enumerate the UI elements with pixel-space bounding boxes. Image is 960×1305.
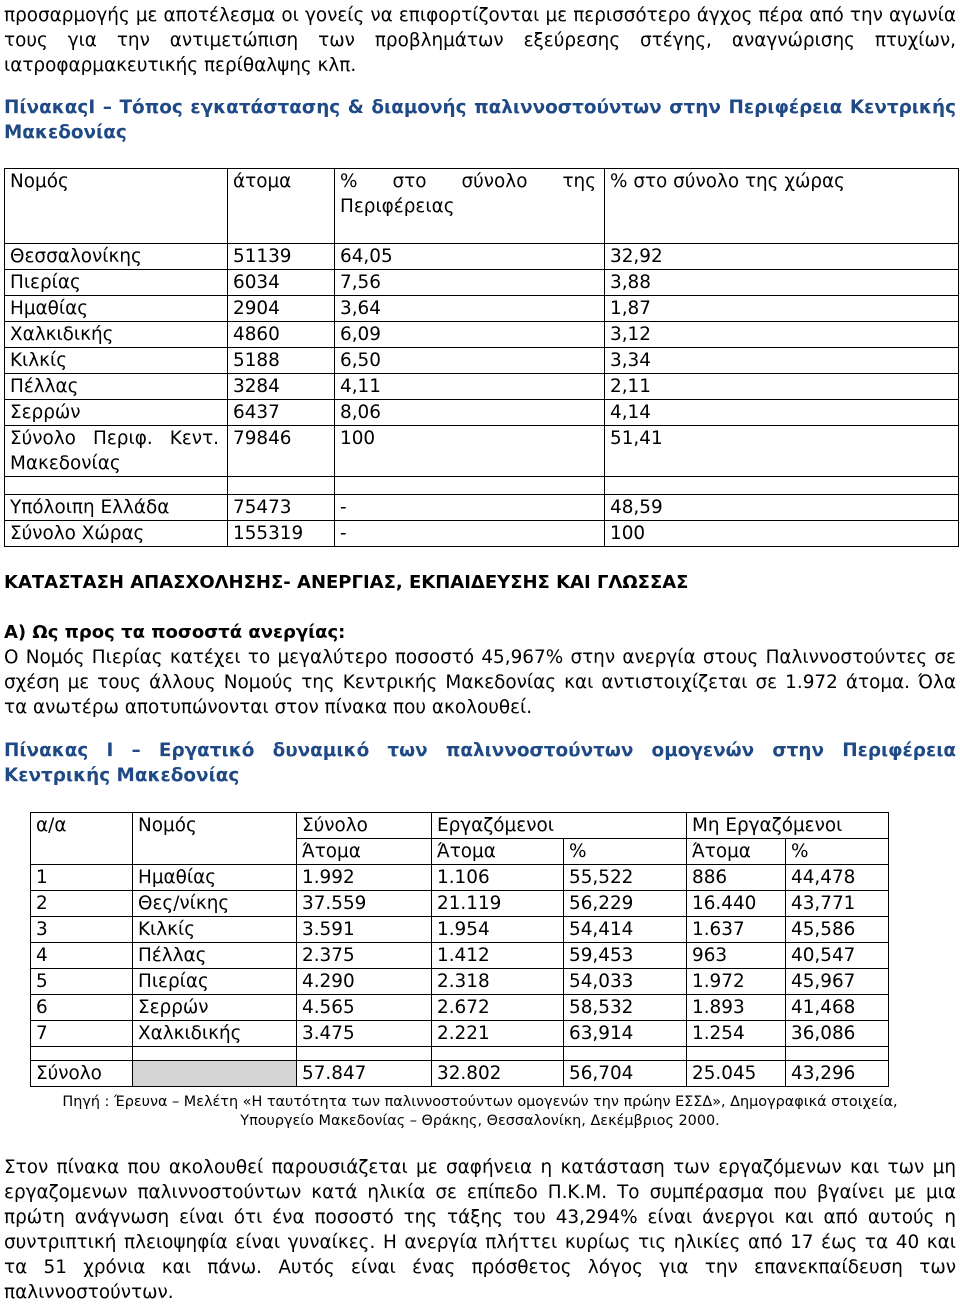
table2-total-cell: 57.847 <box>297 1061 432 1087</box>
table1-title: ΠίνακαςΙ – Τόπος εγκατάστασης & διαμονής παλιννοστούντων στην Περιφέρεια Κεντρικής Μακεδονίας <box>4 97 956 143</box>
table1-cell: 3284 <box>228 374 335 400</box>
table2-cell: Κιλκίς <box>133 917 297 943</box>
table1-cell: 8,06 <box>335 400 605 426</box>
source-line-2: Υπουργείο Μακεδονίας – Θράκης, Θεσσαλονίκη, Δεκέμβριος 2000. <box>240 1113 720 1129</box>
table1-cell: 64,05 <box>335 244 605 270</box>
table2-cell: 1.972 <box>687 969 786 995</box>
table-row <box>31 995 889 1021</box>
table2-cell: 1 <box>31 865 133 891</box>
table1-cell: 3,12 <box>605 322 959 348</box>
table2-header-cell: Εργαζόμενοι <box>432 813 687 839</box>
table-row <box>5 244 959 270</box>
table1-cell: 4,14 <box>605 400 959 426</box>
table2-cell: Χαλκιδικής <box>133 1021 297 1047</box>
table1-cell: 3,88 <box>605 270 959 296</box>
table1-cell: 6034 <box>228 270 335 296</box>
table2-cell: 21.119 <box>432 891 564 917</box>
table1-cell: - <box>335 521 605 547</box>
table2-cell: 4.290 <box>297 969 432 995</box>
table-row <box>31 917 889 943</box>
table2-cell: 2.318 <box>432 969 564 995</box>
table-row <box>5 374 959 400</box>
table1-cell: 3,34 <box>605 348 959 374</box>
table2-cell: 1.106 <box>432 865 564 891</box>
table2-cell: 1.992 <box>297 865 432 891</box>
table1-cell: Κιλκίς <box>5 348 228 374</box>
table1-cell: Ημαθίας <box>5 296 228 322</box>
table1-cell: 2,11 <box>605 374 959 400</box>
table-row <box>31 865 889 891</box>
table2-cell: 45,967 <box>786 969 889 995</box>
table2-cell: 54,033 <box>564 969 687 995</box>
table2-total-cell: 25.045 <box>687 1061 786 1087</box>
table2-cell: 55,522 <box>564 865 687 891</box>
settlement-table <box>4 168 959 547</box>
table2-cell: Θες/νίκης <box>133 891 297 917</box>
table1-cell: 5188 <box>228 348 335 374</box>
table2-total-row <box>31 1061 889 1087</box>
blank-row <box>31 1047 889 1061</box>
table2-cell: 1.893 <box>687 995 786 1021</box>
table2-header-cell: Μη Εργαζόμενοι <box>687 813 889 839</box>
table1-cell: 75473 <box>228 495 335 521</box>
table1-cell: 48,59 <box>605 495 959 521</box>
table2-total-cell: 43,296 <box>786 1061 889 1087</box>
labour-force-table <box>30 812 889 1087</box>
table1-cell: - <box>335 495 605 521</box>
table2-cell: 1.954 <box>432 917 564 943</box>
table2-cell: 3.475 <box>297 1021 432 1047</box>
table1-cell: 4,11 <box>335 374 605 400</box>
table2-cell: 2.375 <box>297 943 432 969</box>
table2-subheader-cell: Άτομα <box>687 839 786 865</box>
table2-cell: 2 <box>31 891 133 917</box>
table2-cell: Πέλλας <box>133 943 297 969</box>
table1-cell: 1,87 <box>605 296 959 322</box>
table1-cell: Πιερίας <box>5 270 228 296</box>
table2-cell: 37.559 <box>297 891 432 917</box>
table1-cell: 4860 <box>228 322 335 348</box>
table1-cell: 6,09 <box>335 322 605 348</box>
table1-cell: Πέλλας <box>5 374 228 400</box>
table1-cell: Θεσσαλονίκης <box>5 244 228 270</box>
table2-cell: Πιερίας <box>133 969 297 995</box>
table-row <box>5 521 959 547</box>
source-line-1: Πηγή : Έρευνα – Μελέτη «Η ταυτότητα των παλιννοστούντων ομογενών την πρώην ΕΣΣΔ», Δημογραφικά στοιχεία, <box>62 1094 898 1110</box>
table2-title: Πίνακας Ι – Εργατικό δυναμικό των παλιννοστούντων ομογενών στην Περιφέρεια Κεντρικής Μακεδονίας <box>4 740 956 786</box>
table1-cell: 100 <box>335 426 605 477</box>
table1-cell: 79846 <box>228 426 335 477</box>
table2-cell: Ημαθίας <box>133 865 297 891</box>
table2-cell: 56,229 <box>564 891 687 917</box>
table1-cell: 51,41 <box>605 426 959 477</box>
table2-subheader-cell: Άτομα <box>297 839 432 865</box>
table2-subheader-cell: % <box>786 839 889 865</box>
table2-cell: 5 <box>31 969 133 995</box>
table2-total-cell <box>133 1061 297 1087</box>
table2-cell: 44,478 <box>786 865 889 891</box>
closing-paragraph: Στον πίνακα που ακολουθεί παρουσιάζεται με σαφήνεια η κατάσταση των εργαζόμενων και των μη εργαζομενων παλιννοστούντων κατά ηλικία σε επίπεδο Π.Κ.Μ. Το συμπέρασμα που βγαίνει με μια πρώτη ανάγνωση είναι ότι ένα ποσοστό της τάξης του 43,294% είναι άνεργοι και από αυτούς η συντριπτική πλειοψηφία είναι γυναίκες. Η ανεργία πλήττει κυρίως τις ηλικίες από 17 έως τα 40 και τα 51 χρόνια και πάνω. Αυτός είναι ένας πρόσθετος λόγος για την επανεκπαίδευση των παλιννοστούντων. <box>4 1157 956 1303</box>
table1-cell: 155319 <box>228 521 335 547</box>
table2-cell: 3 <box>31 917 133 943</box>
table2-subheader-cell: % <box>564 839 687 865</box>
table-row <box>5 270 959 296</box>
table2-cell: 63,914 <box>564 1021 687 1047</box>
table1-header-cell: Νομός <box>5 169 228 244</box>
table2-cell: 1.637 <box>687 917 786 943</box>
table1-cell: 3,64 <box>335 296 605 322</box>
table2-total-cell: Σύνολο <box>31 1061 133 1087</box>
table2-cell: 59,453 <box>564 943 687 969</box>
table1-header-cell: % στο σύνολο της χώρας <box>605 169 959 244</box>
table-row <box>5 400 959 426</box>
table2-header-row <box>31 813 889 839</box>
table2-cell: 43,771 <box>786 891 889 917</box>
table2-cell: 54,414 <box>564 917 687 943</box>
table-row <box>31 943 889 969</box>
table1-cell: 2904 <box>228 296 335 322</box>
table2-cell: 1.412 <box>432 943 564 969</box>
table2-total-cell: 56,704 <box>564 1061 687 1087</box>
table1-cell: 7,56 <box>335 270 605 296</box>
table1-header-row <box>5 169 959 244</box>
table-row <box>5 495 959 521</box>
table2-cell: 2.221 <box>432 1021 564 1047</box>
table1-cell: 6,50 <box>335 348 605 374</box>
table-row <box>5 426 959 477</box>
table1-cell: 100 <box>605 521 959 547</box>
table2-cell: 36,086 <box>786 1021 889 1047</box>
table1-cell: Σύνολο Χώρας <box>5 521 228 547</box>
table1-header-cell: άτομα <box>228 169 335 244</box>
table2-cell: 6 <box>31 995 133 1021</box>
table1-cell: 51139 <box>228 244 335 270</box>
table-row <box>31 891 889 917</box>
table1-cell: 6437 <box>228 400 335 426</box>
table2-cell: 1.254 <box>687 1021 786 1047</box>
subsection-heading: Α) Ως προς τα ποσοστά ανεργίας: <box>4 622 346 643</box>
table2-header-cell: Σύνολο <box>297 813 432 839</box>
table2-cell: 4.565 <box>297 995 432 1021</box>
intro-paragraph: προσαρμογής με αποτέλεσμα οι γονείς να επιφορτίζονται με περισσότερο άγχος πέρα από την αγωνία τους για την αντιμετώπιση των προβλημάτων εξεύρεσης στέγης, αναγνώρισης πτυχίων, ιατροφαρμακευτικής περίθαλψης κλπ. <box>4 5 956 76</box>
table-row <box>5 348 959 374</box>
table2-cell: 16.440 <box>687 891 786 917</box>
table1-cell: 32,92 <box>605 244 959 270</box>
table2-cell: 3.591 <box>297 917 432 943</box>
table1-cell: Χαλκιδικής <box>5 322 228 348</box>
table2-cell: 2.672 <box>432 995 564 1021</box>
table1-header-cell: % στο σύνολο της Περιφέρειας <box>335 169 605 244</box>
table2-cell: 41,468 <box>786 995 889 1021</box>
table1-cell: Σερρών <box>5 400 228 426</box>
table2-cell: 58,532 <box>564 995 687 1021</box>
table2-cell: 40,547 <box>786 943 889 969</box>
table-row <box>5 322 959 348</box>
table2-cell: 4 <box>31 943 133 969</box>
table2-header-cell: Νομός <box>133 813 297 865</box>
table-row <box>31 969 889 995</box>
table2-cell: 7 <box>31 1021 133 1047</box>
blank-row <box>5 477 959 495</box>
table2-cell: 963 <box>687 943 786 969</box>
table1-cell: Υπόλοιπη Ελλάδα <box>5 495 228 521</box>
table2-cell: 886 <box>687 865 786 891</box>
table1-cell: Σύνολο Περιφ. Κεντ. Μακεδονίας <box>5 426 228 477</box>
unemployment-paragraph: Ο Νομός Πιερίας κατέχει το μεγαλύτερο ποσοστό 45,967% στην ανεργία στους Παλιννοστούντες σε σχέση με τους άλλους Νομούς της Κεντρικής Μακεδονίας και αντιστοιχίζεται σε 1.972 άτομα. Όλα τα ανωτέρω αποτυπώνονται στον πίνακα που ακολουθεί. <box>4 647 956 718</box>
table-row <box>5 296 959 322</box>
table-row <box>31 1021 889 1047</box>
table2-cell: 45,586 <box>786 917 889 943</box>
table2-subheader-cell: Άτομα <box>432 839 564 865</box>
table2-cell: Σερρών <box>133 995 297 1021</box>
table2-total-cell: 32.802 <box>432 1061 564 1087</box>
table2-header-cell: α/α <box>31 813 133 865</box>
section-heading: ΚΑΤΑΣΤΑΣΗ ΑΠΑΣΧΟΛΗΣΗΣ- ΑΝΕΡΓΙΑΣ, ΕΚΠΑΙΔΕΥΣΗΣ ΚΑΙ ΓΛΩΣΣΑΣ <box>4 572 689 593</box>
